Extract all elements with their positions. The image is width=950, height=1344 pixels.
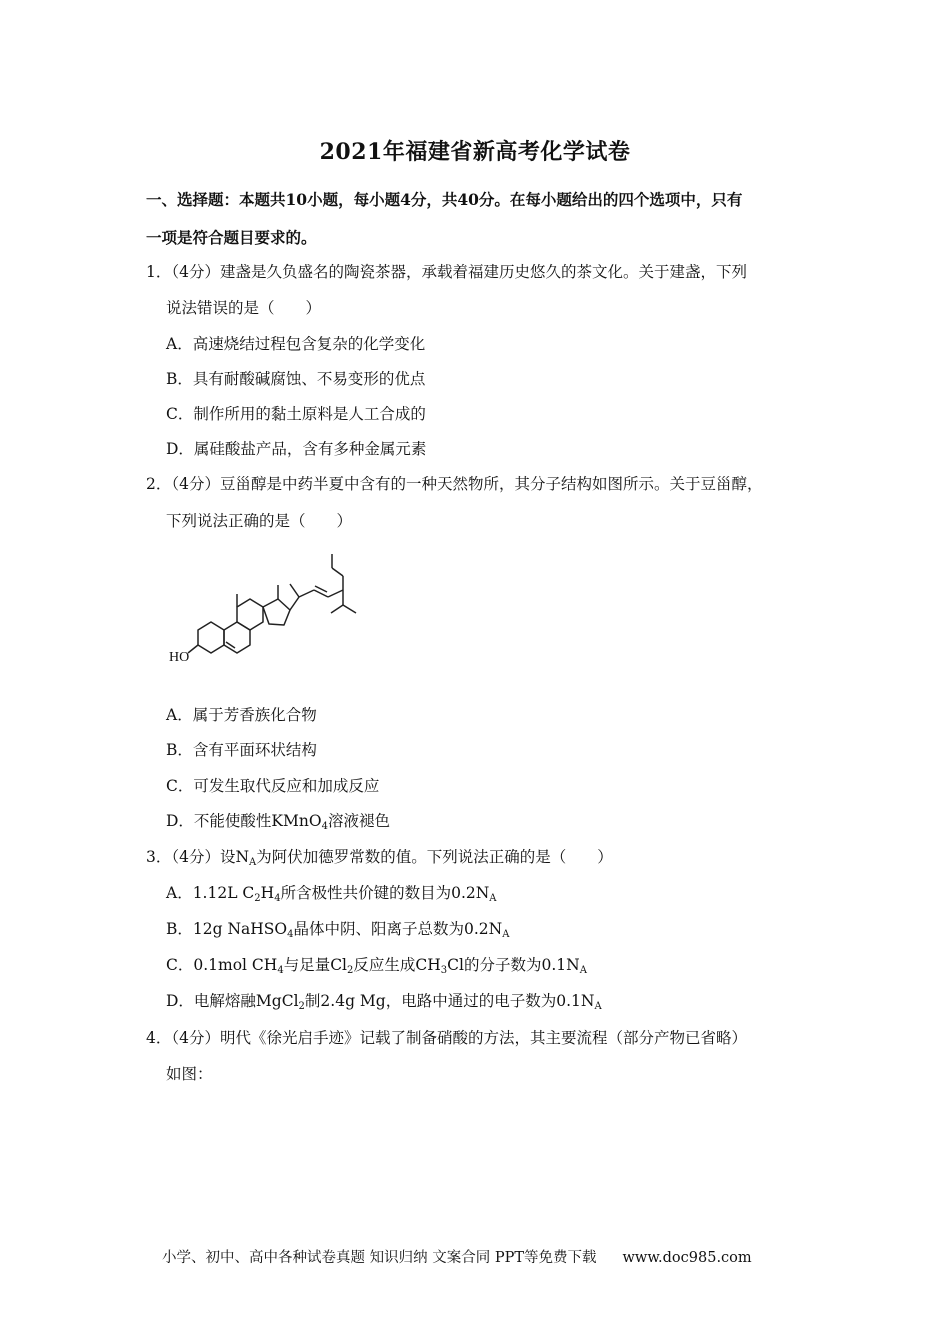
footer-text: 小学、初中、高中各种试卷真题 知识归纳 文案合同 PPT等免费下载 <box>162 1250 597 1266</box>
q2-option-b: B．含有平面环状结构 <box>166 741 317 759</box>
q3-option-b: B．12g NaHSO$_4$晶体中阴、阳离子总数为$0.2N_A$ <box>166 920 510 940</box>
footer-site-link[interactable]: www.doc985.com <box>622 1250 752 1266</box>
q1-stem-line2: 说法错误的是（ ） <box>166 299 322 317</box>
q2-option-a: A．属于芳香族化合物 <box>166 706 317 724</box>
q1-option-c: C．制作所用的黏土原料是人工合成的 <box>166 405 426 423</box>
q3-option-c: C．0.1mol $CH_4$与足量$Cl_2$反应生成$CH_3Cl$的分子数为$0.1N_A$ <box>166 956 587 976</box>
q2-stem-line1: 2．（4分）豆甾醇是中药半夏中含有的一种天然物所，其分子结构如图所示。关于豆甾醇， <box>146 475 763 493</box>
q2-stem-line2: 下列说法正确的是（ ） <box>166 512 353 530</box>
section-instruction-line1: 一、选择题：本题共10小题，每小题4分，共40分。在每小题给出的四个选项中，只有 <box>146 190 743 209</box>
q2-option-d: D．不能使酸性KMnO$_4$溶液褪色 <box>166 812 390 832</box>
q4-stem-line1: 4．（4分）明代《徐光启手迹》记载了制备硝酸的方法，其主要流程（部分产物已省略） <box>146 1029 747 1047</box>
q2-option-c: C．可发生取代反应和加成反应 <box>166 777 380 795</box>
q3-stem: 3．（4分）设$N_A$为阿伏加德罗常数的值。下列说法正确的是（ ） <box>146 848 613 868</box>
page-title: 2021年福建省新高考化学试卷 <box>319 139 631 165</box>
q3-option-d: D．电解熔融MgCl$_2$制2.4g Mg，电路中通过的电子数为$0.1N_A$ <box>166 992 602 1012</box>
q1-option-b: B．具有耐酸碱腐蚀、不易变形的优点 <box>166 370 426 388</box>
q3-option-a: A．1.12L $C_2H_4$所含极性共价键的数目为$0.2N_A$ <box>166 884 497 904</box>
q1-option-a: A．高速烧结过程包含复杂的化学变化 <box>166 335 426 353</box>
section-instruction-line2: 一项是符合题目要求的。 <box>146 228 317 247</box>
q1-option-d: D．属硅酸盐产品，含有多种金属元素 <box>166 440 427 458</box>
stigmasterol-structure-figure <box>166 540 366 675</box>
q1-stem-line1: 1．（4分）建盏是久负盛名的陶瓷茶器，承载着福建历史悠久的茶文化。关于建盏，下列 <box>146 263 747 281</box>
q4-stem-line2: 如图： <box>166 1065 213 1083</box>
hydroxyl-label: HO <box>169 650 190 665</box>
page-footer <box>162 1246 752 1267</box>
